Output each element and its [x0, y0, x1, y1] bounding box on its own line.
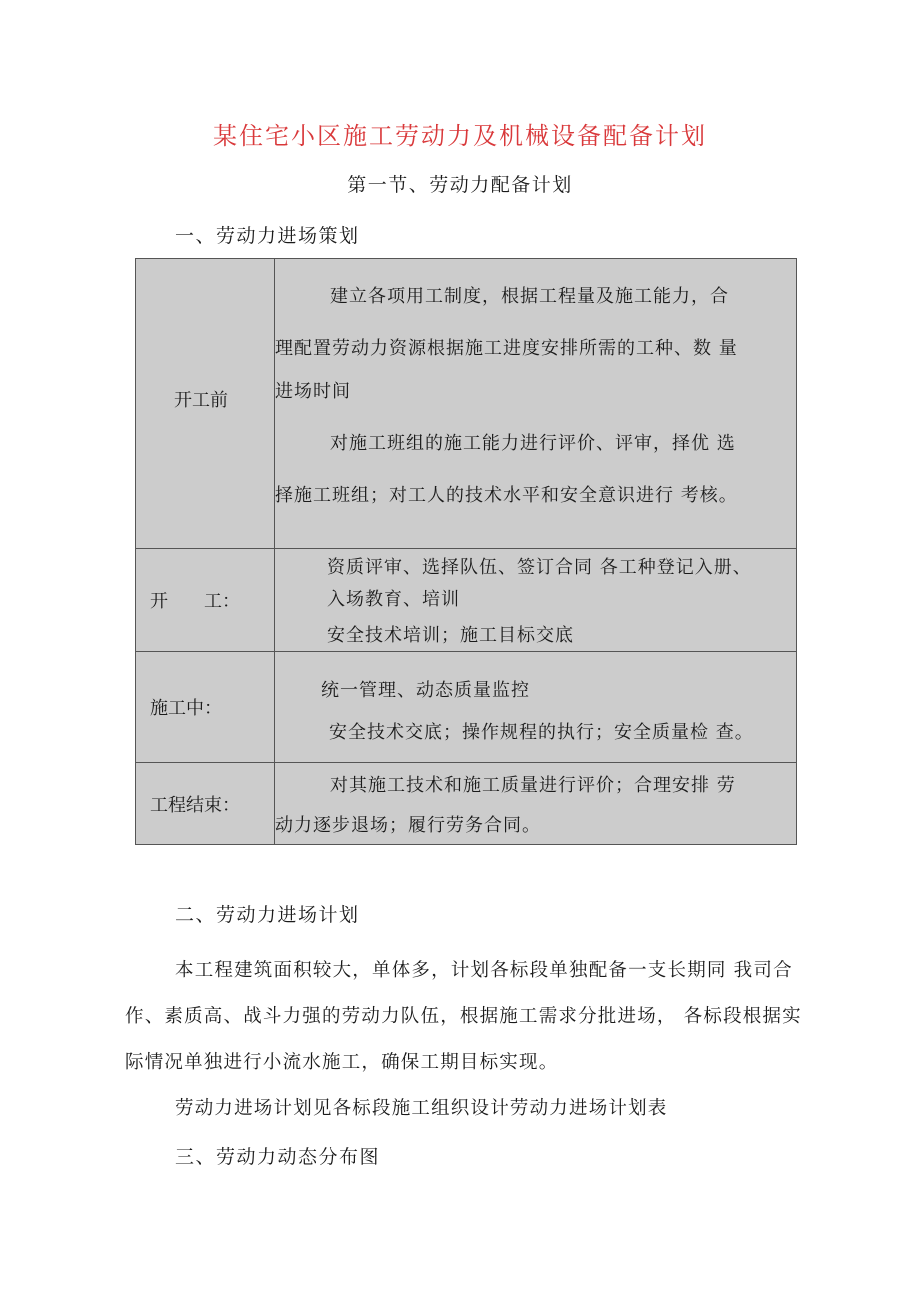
- paragraph-labor-plan: 本工程建筑面积较大，单体多，计划各标段单独配备一支长期同 我司合作、素质高、战斗力强的劳动力队伍，根据施工需求分批进场， 各标段根据实际情况单独进行小流水施工，确保工期目标实现。: [125, 960, 802, 1073]
- content-line: 动力逐步退场；履行劳务合同。: [275, 814, 541, 836]
- content-cell: [275, 763, 797, 845]
- table-row: [136, 763, 797, 845]
- content-cell: [275, 549, 797, 652]
- content-line: 安全技术培训；施工目标交底: [327, 625, 574, 646]
- content-line: 理配置劳动力资源根据施工进度安排所需的工种、数 量: [275, 338, 738, 359]
- content-line: 统一管理、动态质量监控: [321, 680, 530, 701]
- table-row: [136, 549, 797, 652]
- stage-cell: [136, 549, 275, 652]
- content-line: 对其施工技术和施工质量进行评价；合理安排 劳: [330, 774, 736, 796]
- stage-label: 施工中：: [150, 698, 222, 719]
- document-title: 某住宅小区施工劳动力及机械设备配备计划: [213, 122, 707, 150]
- content-line: 进场时间: [275, 381, 351, 402]
- stage-cell: [136, 652, 275, 763]
- content-cell: [275, 259, 797, 549]
- stage-label: 开工前: [174, 389, 228, 411]
- stage-label: 开 工：: [150, 591, 240, 612]
- content-line: 入场教育、培训: [327, 589, 460, 610]
- heading-labor-distribution: 三、劳动力动态分布图: [175, 1146, 381, 1168]
- table-row: [136, 652, 797, 763]
- content-line: 建立各项用工制度，根据工程量及施工能力，合: [330, 286, 729, 307]
- table-row: [136, 259, 797, 549]
- stage-cell: [136, 259, 275, 549]
- labor-entry-strategy-table: [135, 258, 797, 845]
- heading-labor-entry-strategy: 一、劳动力进场策划: [175, 225, 360, 247]
- heading-labor-entry-plan: 二、劳动力进场计划: [175, 904, 360, 926]
- stage-label: 工程结束：: [150, 794, 240, 816]
- content-cell: [275, 652, 797, 763]
- stage-cell: [136, 763, 275, 845]
- content-line: 对施工班组的施工能力进行评价、评审，择优 选: [330, 433, 736, 454]
- content-line: 资质评审、选择队伍、签订合同 各工种登记入册、: [327, 557, 752, 578]
- content-line: 安全技术交底；操作规程的执行；安全质量检 查。: [329, 722, 754, 743]
- content-line: 择施工班组；对工人的技术水平和安全意识进行 考核。: [275, 485, 738, 506]
- section-title: 第一节、劳动力配备计划: [347, 174, 573, 196]
- paragraph-plan-reference: 劳动力进场计划见各标段施工组织设计劳动力进场计划表: [175, 1098, 668, 1119]
